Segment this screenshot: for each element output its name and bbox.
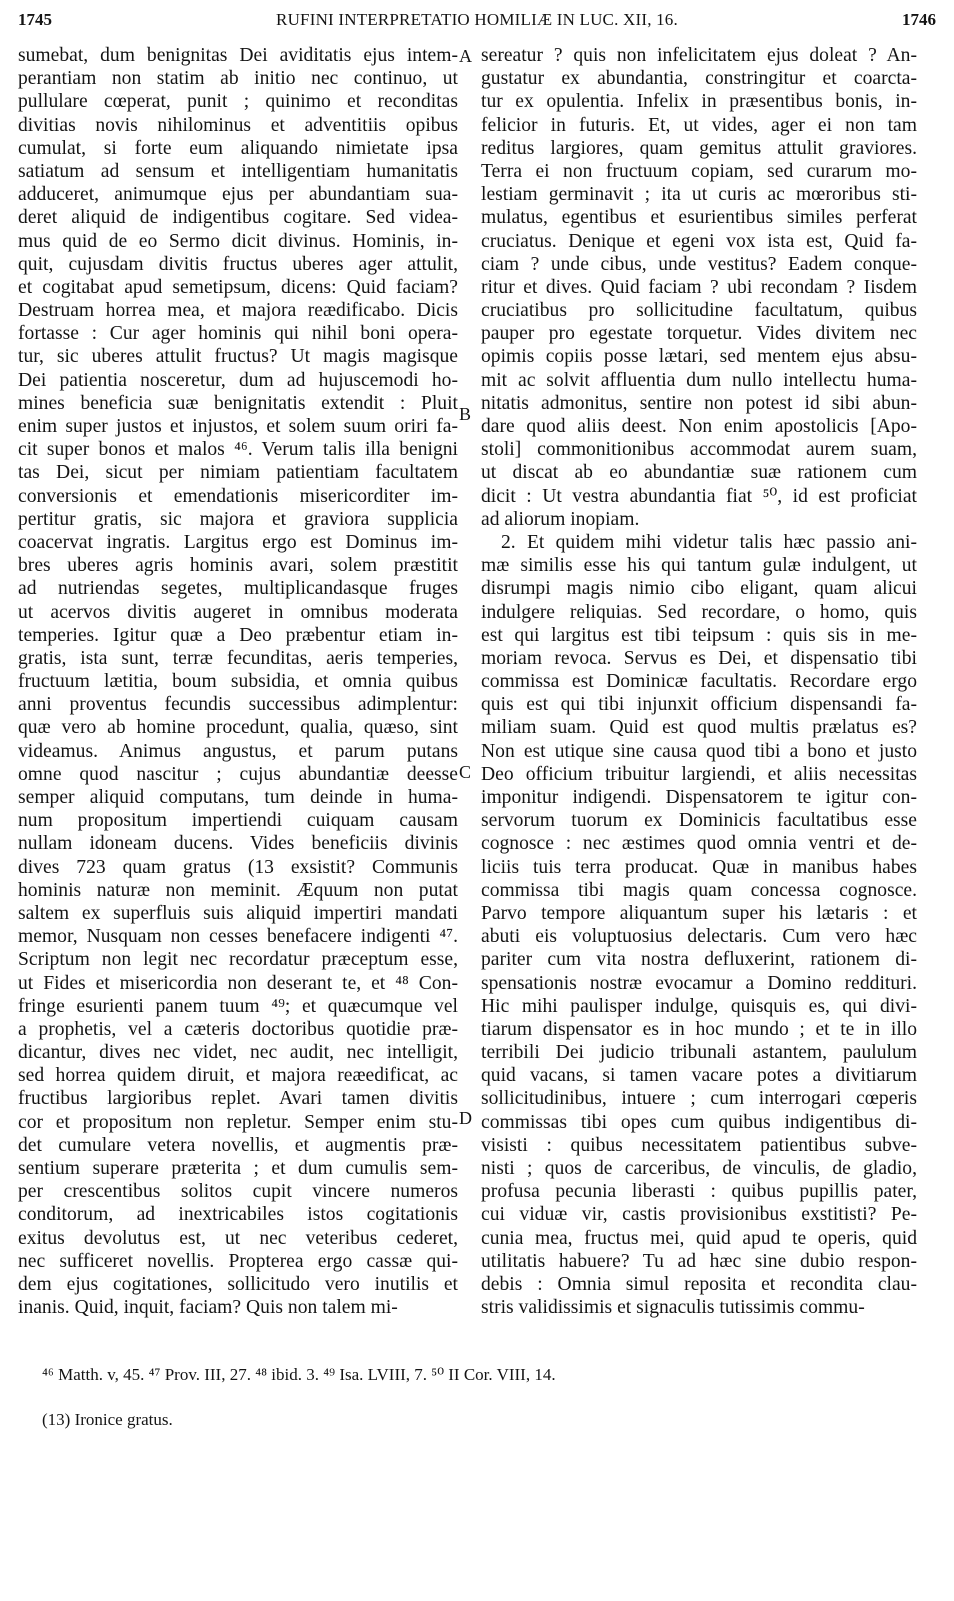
text-line: fructibus largioribus replet. Avari tamen divitis [18,1088,458,1110]
footnotes: ⁴⁶ Matth. v, 45. ⁴⁷ Prov. III, 27. ⁴⁸ ibid. 3. ⁴⁹ Isa. LVIII, 7. ⁵⁰ II Cor. VIII, 14. [42,1365,556,1384]
text-line: semper aliquid computans, tum deinde in huma- [18,787,458,808]
text-line: imponitur indigendi. Dispensatorem te igitur con- [481,787,917,808]
text-line: ut Fides et misericordia non deserant te, et ⁴⁸ Con- [18,972,458,994]
text-line: Parvo tempore aliquantum super his lætaris : et [481,902,917,924]
text-line: cumulat, si forte eum aliquando nimietate ipsa [18,137,458,159]
text-line: deret aliquid de indigentibus cogitare. Sed videa- [18,207,458,229]
text-line: Destruam horrea mea, et majora reædificabo. Dicis [18,300,458,322]
text-line: reditus largiores, quam gemitus attulit graviores. [481,137,917,159]
text-line: satiatum ad sensum et intelligentiam humanitatis [18,160,458,182]
text-line: stris validissimis et signaculis tutissimis commu- [481,1297,865,1319]
text-line: coacervat ingratis. Largitus ergo est Dominus im- [18,531,458,553]
text-line: quit, cujusdam divitis fructus uberes ager attulit, [18,253,458,275]
text-line: exitus devolutus est, ut nec veteribus cederet, [18,1227,458,1249]
left-column [18,44,458,1319]
text-line: tur ex opulentia. Infelix in præsentibus bonis, in- [481,91,917,113]
margin-marker-c: C [459,762,472,782]
text-line: quæ vero ab homine procedunt, qualia, quæso, sint [18,717,458,739]
text-line: liciis tuis terra producat. Quæ in manibus habes [481,856,917,878]
text-line: sereatur ? quis non infelicitatem ejus doleat ? An- [481,45,917,66]
text-line: ad aliorum inopiam. [481,508,640,530]
text-line: pullulare cœperat, punit ; quinimo et reconditas [18,91,458,113]
running-header [18,10,936,36]
text-line: pauper pro egestate torquetur. Vides divitem nec [481,323,917,345]
text-line: omne quod nascitur ; cujus abundantiæ deesse [18,763,458,785]
text-line: dicantur, dives nec videt, nec audit, nec intelligit, [18,1042,458,1064]
margin-marker-a: A [459,46,472,66]
text-line: Dei patientia nosceretur, dum ad hujuscemodi ho- [18,369,458,391]
text-line: cunia mea, fructus mei, quid apud te operis, quid [481,1227,917,1249]
text-line: cit super bonos et malos ⁴⁶. Verum talis illa benigni [18,439,458,461]
text-line: cruciatibus pro sollicitudine facultatum, quibus [481,300,917,322]
text-line: mit ac solvit affluentia dum nullo intellectu huma- [481,369,917,391]
text-line: abuti eis voluptuosius delectaris. Cum vero hæc [481,926,917,948]
text-line: profusa pecunia liberasti : quibus pupillis pater, [481,1181,917,1203]
text-line: quid vacans, si tamen vacare potes a divitiarum [481,1065,917,1087]
text-line: tur, sic uberes attulit fructus? Ut magis magisque [18,346,458,368]
text-line: ad nutriendas segetes, multiplicandasque fruges [18,578,458,600]
text-line: Deo officium tribuitur largiendi, et aliis necessitas [481,763,917,785]
text-line: conversionis et emendationis misericorditer im- [18,485,458,507]
text-line: quis est qui tibi injunxit officium dispensandi fa- [481,694,917,716]
text-line: pertitur gratis, sic majora et graviora supplicia [18,508,458,530]
editor-note: (13) Ironice gratus. [42,1410,173,1429]
text-line: inanis. Quid, inquit, faciam? Quis non talem mi- [18,1297,398,1319]
text-line: det cumulare vetera novellis, et augmentis præ- [18,1134,458,1156]
text-line: stoli] commonitionibus accommodat aurem suam, [481,439,917,461]
text-line: fortasse : Cur ager hominis qui nihil boni opera- [18,323,458,345]
text-line: sed horrea quidem diruit, et majora reæedificat, ac [18,1065,458,1087]
text-line: perantiam non statim ab initio nec continuo, ut [18,68,458,90]
text-line: nec sufficeret novellis. Propterea ergo cassæ qui- [18,1250,458,1272]
text-line: enim super justos et injustos, et solem suum oriri fa- [18,416,458,437]
margin-marker-d: D [459,1108,472,1128]
text-line: lestiam germinavit ; ita ut curis ac mœroribus sti- [481,184,917,206]
text-line: saltem ex superfluis suis aliquid impertiri mandati [18,902,458,924]
right-column [481,44,917,1319]
text-line: ut acervos divitis augeret in omnibus moderata [18,601,458,623]
text-line: mus quid de eo Sermo dicit divinus. Hominis, in- [18,230,458,252]
text-line: cui viduæ vir, castis provisionibus exstitisti? Pe- [481,1204,917,1226]
text-line: cognosce : nec æstimes quod omnia ventri et de- [481,833,917,855]
text-line: commissas tibi opes cum quibus indigentibus di- [481,1111,917,1133]
text-line: hominis naturæ non meminit. Æquum non putat [18,879,458,901]
text-line: visisti : quibus necessitatem patientibus subve- [481,1134,917,1156]
text-line: miliam suam. Quid est quod multis prælatus es? [481,717,917,739]
text-line: terribili Dei judicio tribunali astantem, paululum [481,1042,917,1064]
text-line: commissa tibi magis quam concessa cognosce. [481,879,917,901]
text-line: tiarum dispensator es in hoc mundo ; et te in illo [481,1018,917,1040]
text-line: mines beneficia suæ benignitatis extendit : Pluit [18,392,458,414]
text-line: ciam ? unde cibus, unde vestitus? Eadem conque- [481,253,917,275]
text-line: sollicitudinibus, intuere ; cum interrogari cœperis [481,1088,917,1110]
text-line: Scriptum non legit nec recordatur præceptum esse, [18,949,458,971]
text-line: dicit : Ut vestra abundantia fiat ⁵⁰, id est proficiat [481,485,917,507]
text-line: videamus. Animus angustus, et parum putans [18,740,458,762]
text-line: utilitatis habuere? Tu ad hæc sine dubio respon- [481,1250,917,1272]
text-line: nisti ; quos de carceribus, de vinculis, de gladio, [481,1158,917,1179]
text-line: disrumpi magis nimio cibo eligant, quam alicui [481,578,917,600]
text-line: dare quod aliis deest. Non enim apostolicis [Apo- [481,416,917,437]
text-line: cor et propositum non repletur. Semper enim stu- [18,1111,458,1133]
text-line: divitias novis nihilominus et adventitiis opibus [18,114,458,136]
text-line: servorum tuorum ex Dominicis facultatibus esse [481,810,917,832]
text-line: a prophetis, vel a cæteris doctoribus quotidie præ- [18,1018,458,1040]
text-line: temperies. Igitur quæ a Deo præbentur etiam in- [18,624,458,646]
text-line: commissa est Dominicæ facultatis. Recordare ergo [481,671,917,693]
text-line: num propositum impertiendi cuiquam causam [18,810,458,832]
text-line: sumebat, dum benignitas Dei aviditatis ejus intem- [18,45,458,66]
text-line: moriam revoca. Servus es Dei, et dispensatio tibi [481,647,917,669]
text-line: bres uberes agris hominis avari, solem præstitit [18,555,458,577]
text-line: pariter cum vita nostra defluxerint, rationem di- [481,949,917,971]
text-line: nullam idoneam ducens. Vides beneficiis divinis [18,833,458,855]
text-line: fringe esurienti panem tuum ⁴⁹; et quæcumque vel [18,995,458,1017]
text-line: mulatus, egentibus et esurientibus similes perferat [481,207,917,229]
text-line: conditorum, ad inextricabiles istos cogitationis [18,1204,458,1226]
text-line: felicior in futuris. Et, ut vides, ager ei non tam [481,114,917,136]
text-line: sentium superare præterita ; et dum cumulis sem- [18,1158,458,1179]
text-line: ut discat ab eo abundantiæ suæ rationem cum [481,462,917,484]
text-line: 2. Et quidem mihi videtur talis hæc passio ani- [501,531,917,553]
text-line: nitatis admonitus, sentire non potest id sibi abun- [481,392,917,414]
text-line: memor, Nusquam non cesses benefacere indigenti ⁴⁷. [18,926,458,948]
text-line: dives 723 quam gratus (13 exsistit? Communis [18,856,458,878]
right-page-number: 1746 [902,10,936,29]
running-title: RUFINI INTERPRETATIO HOMILIÆ IN LUC. XII, 16. [276,10,678,29]
text-line: spensationis nostræ evocamur a Domino reddituri. [481,972,917,994]
text-line: tas Dei, sicut per nimiam patientiam facultatem [18,462,458,484]
text-line: fructuum lætitia, boum subsidia, et omnia quibus [18,671,458,693]
text-line: debis : Omnia simul reposita et recondita clau- [481,1273,917,1295]
text-line: Non est utique sine causa quod tibi a bono et justo [481,740,917,762]
text-line: Terra ei non fructuum copiam, sed curarum mo- [481,160,917,182]
text-line: gratis, ista sunt, terræ fecunditas, aeris temperies, [18,647,458,669]
text-line: anni proventus fecundis successibus adimplentur: [18,694,458,716]
text-line: per crescentibus solitos cupit vincere numeros [18,1181,458,1203]
text-line: Hic mihi paulisper indulge, quisquis es, qui divi- [481,995,917,1017]
text-line: est qui largitus est tibi teipsum : quis sis in me- [481,624,917,646]
left-page-number: 1745 [18,10,52,29]
text-line: opimis copiis posse lætari, sed mentem ejus absu- [481,346,917,368]
text-line: ritur et dives. Quid faciam ? ubi recondam ? Iisdem [481,276,917,298]
text-line: adduceret, animumque ejus per abundantiam sua- [18,184,458,206]
text-line: dem ejus cogitationes, sollicitudo vero inutilis et [18,1273,458,1295]
text-line: cruciatus. Denique et egeni vox ista est, Quid fa- [481,230,917,252]
text-line: gustatur ex abundantia, constringitur et coarcta- [481,68,917,90]
text-line: et cogitabat apud semetipsum, dicens: Quid faciam? [18,276,458,298]
margin-marker-b: B [459,404,472,424]
text-line: indulgere reliquias. Sed recordare, o homo, quis [481,601,917,623]
text-line: mæ similis esse his qui tantum gulæ indulgent, ut [481,555,917,577]
